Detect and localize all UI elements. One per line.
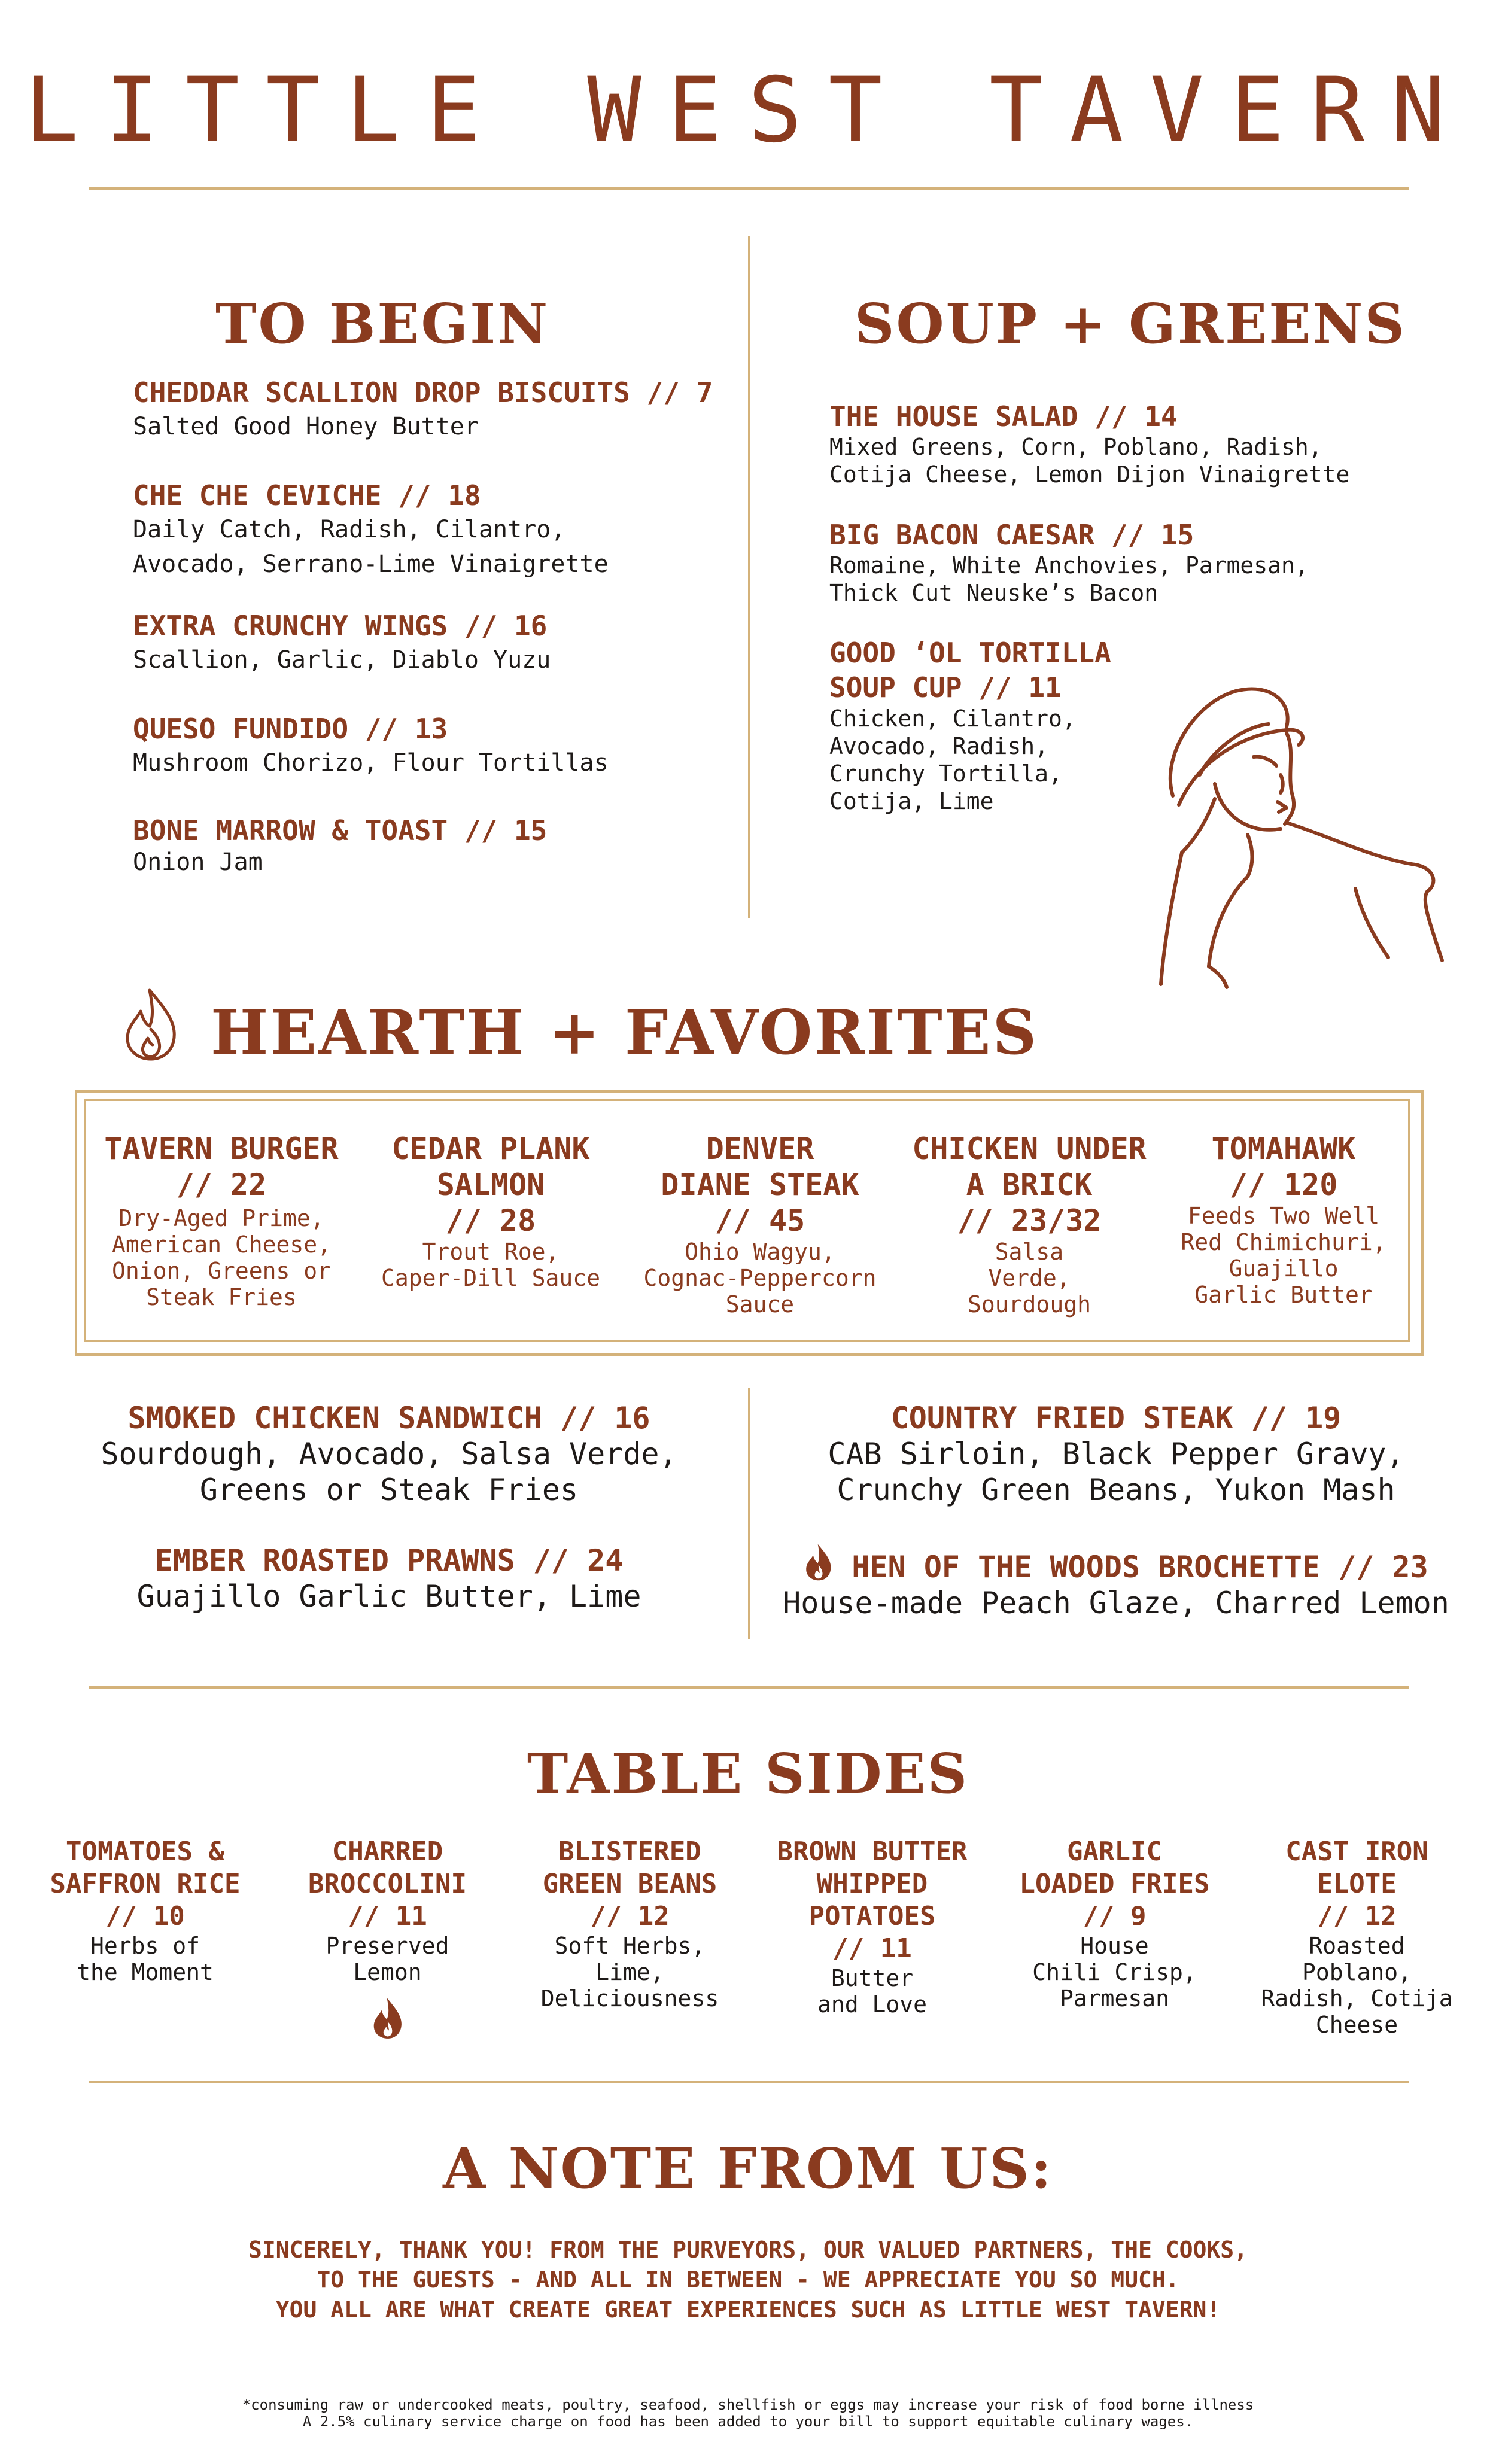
item-name: GREEN BEANS — [542, 1869, 717, 1899]
item-price: // 7 — [646, 376, 713, 409]
item-price: // 23 — [1338, 1550, 1428, 1584]
item-name: CHICKEN UNDER — [912, 1131, 1147, 1166]
item-name: HEN OF THE WOODS BROCHETTE — [852, 1550, 1321, 1584]
note-line: YOU ALL ARE WHAT CREATE GREAT EXPERIENCES SUCH AS LITTLE WEST TAVERN! — [275, 2296, 1221, 2323]
item-desc: Guajillo — [1229, 1255, 1339, 1282]
item-name: THE HOUSE SALAD — [829, 400, 1078, 433]
divider-before-sides — [89, 1686, 1409, 1689]
item-wings — [133, 609, 551, 677]
item-price: // 19 — [1251, 1401, 1342, 1435]
item-name: BONE MARROW & TOAST — [133, 814, 448, 847]
divider-vertical-top — [748, 236, 750, 918]
item-price: // 22 — [176, 1167, 267, 1202]
item-hen-of-woods — [772, 1543, 1460, 1621]
restaurant-title: LITTLE WEST TAVERN — [25, 59, 1471, 163]
footer-line: A 2.5% culinary service charge on food has been added to your bill to support equitable culinary wages. — [302, 2413, 1194, 2430]
side-tomatoes-rice — [24, 1836, 266, 1985]
item-price: // 120 — [1229, 1167, 1338, 1202]
item-desc: and Love — [817, 1991, 928, 2018]
item-desc: Ohio Wagyu, — [685, 1239, 835, 1265]
item-price: // 28 — [445, 1203, 536, 1238]
item-desc: Cotija, Lime — [829, 788, 994, 814]
item-price: // 12 — [1317, 1901, 1397, 1931]
item-price: // 24 — [533, 1543, 624, 1578]
item-desc: Romaine, White Anchovies, Parmesan, — [829, 552, 1309, 579]
heading-note: A NOTE FROM US: — [443, 2136, 1053, 2201]
item-bone-marrow — [133, 814, 547, 877]
item-price: // 14 — [1094, 400, 1178, 433]
item-name: DENVER — [706, 1131, 814, 1166]
item-desc: Chicken, Cilantro, — [829, 705, 1076, 732]
item-price: // 18 — [398, 479, 481, 512]
item-name: TOMAHAWK — [1211, 1131, 1356, 1166]
item-name: TAVERN BURGER — [104, 1131, 339, 1166]
item-name: EXTRA CRUNCHY WINGS — [133, 610, 448, 642]
divider-top — [89, 187, 1409, 190]
item-desc: Dry-Aged Prime, — [118, 1205, 324, 1231]
item-price: // 16 — [560, 1401, 650, 1435]
item-desc: Avocado, Serrano-Lime Vinaigrette — [133, 550, 609, 578]
heading-table-sides: TABLE SIDES — [527, 1741, 969, 1806]
featured-cedar-salmon — [356, 1131, 625, 1291]
note-line: SINCERELY, THANK YOU! FROM THE PURVEYORS, OUR VALUED PARTNERS, THE COOKS, — [248, 2237, 1248, 2263]
item-name: EMBER ROASTED PRAWNS — [154, 1543, 515, 1578]
item-price: // 16 — [464, 610, 548, 642]
item-name: SOUP CUP — [829, 671, 962, 704]
item-desc: Cognac-Peppercorn — [643, 1265, 877, 1291]
item-name: POTATOES — [808, 1901, 936, 1931]
featured-tavern-burger — [87, 1131, 356, 1310]
item-desc: Lemon — [353, 1959, 422, 1985]
item-ember-prawns — [60, 1543, 718, 1614]
item-name: TOMATOES & — [66, 1836, 224, 1867]
item-desc: Chili Crisp, — [1032, 1959, 1197, 1985]
item-desc: Scallion, Garlic, Diablo Yuzu — [133, 646, 551, 674]
item-name: BLISTERED — [558, 1836, 701, 1867]
flame-icon — [123, 987, 180, 1062]
flame-icon — [804, 1543, 834, 1582]
featured-denver-diane — [625, 1131, 895, 1318]
item-name: SAFFRON RICE — [50, 1869, 241, 1899]
item-queso — [133, 712, 609, 780]
item-house-salad — [829, 400, 1349, 488]
item-name: LOADED FRIES — [1019, 1869, 1210, 1899]
item-desc: Roasted — [1309, 1933, 1405, 1959]
item-tortilla-soup — [829, 635, 1111, 815]
item-smoked-chicken-sandwich — [60, 1400, 718, 1508]
item-price: // 13 — [364, 713, 448, 745]
item-price: // 11 — [978, 671, 1062, 704]
item-name: CHARRED — [332, 1836, 443, 1867]
item-name: SALMON — [436, 1167, 545, 1202]
side-loaded-fries — [993, 1836, 1236, 2012]
item-desc: House-made Peach Glaze, Charred Lemon — [783, 1586, 1449, 1620]
item-name: CHE CHE CEVICHE — [133, 479, 382, 512]
item-desc: Onion, Greens or — [111, 1258, 332, 1284]
item-desc: Crunchy Tortilla, — [829, 761, 1062, 787]
side-broccolini — [266, 1836, 509, 2043]
item-country-fried-steak — [772, 1400, 1460, 1508]
item-desc: Lime, — [595, 1959, 664, 1985]
item-desc: American Cheese, — [111, 1231, 332, 1258]
item-name: BROWN BUTTER — [777, 1836, 968, 1867]
item-desc: Herbs of — [90, 1933, 200, 1959]
footer-disclaimer — [0, 2396, 1496, 2430]
side-elote — [1236, 1836, 1478, 2038]
item-desc: Crunchy Green Beans, Yukon Mash — [837, 1473, 1395, 1507]
item-name: ELOTE — [1317, 1869, 1397, 1899]
side-whipped-potatoes — [751, 1836, 993, 2018]
divider-vertical-mid — [748, 1388, 750, 1639]
item-name: WHIPPED — [816, 1869, 928, 1899]
item-price: // 12 — [590, 1901, 670, 1931]
featured-chicken-brick — [895, 1131, 1164, 1318]
item-desc: Mixed Greens, Corn, Poblano, Radish, — [829, 434, 1322, 460]
item-price: // 23/32 — [957, 1203, 1102, 1238]
item-price: // 15 — [464, 814, 548, 847]
item-desc: Guajillo Garlic Butter, Lime — [136, 1579, 641, 1614]
item-name: BROCCOLINI — [308, 1869, 467, 1899]
item-desc: Garlic Butter — [1194, 1282, 1373, 1308]
featured-tomahawk — [1164, 1131, 1403, 1308]
item-desc: the Moment — [77, 1959, 214, 1985]
item-name: A BRICK — [966, 1167, 1093, 1202]
item-desc: Salsa — [995, 1239, 1064, 1265]
item-desc: Mushroom Chorizo, Flour Tortillas — [133, 749, 609, 777]
item-name: DIANE STEAK — [661, 1167, 859, 1202]
divider-before-note — [89, 2081, 1409, 2083]
item-name: GOOD ‘OL TORTILLA — [829, 637, 1111, 669]
footer-line: *consuming raw or undercooked meats, poultry, seafood, shellfish or eggs may increase your risk of food borne illness — [242, 2396, 1254, 2413]
item-desc: Thick Cut Neuske’s Bacon — [829, 580, 1159, 606]
item-desc: Greens or Steak Fries — [199, 1473, 579, 1507]
item-desc: Soft Herbs, — [554, 1933, 706, 1959]
side-green-beans — [509, 1836, 751, 2012]
item-desc: Trout Roe, — [422, 1239, 560, 1265]
note-body — [0, 2235, 1496, 2325]
item-price: // 11 — [348, 1901, 427, 1931]
item-desc: House — [1080, 1933, 1149, 1959]
item-desc: Caper-Dill Sauce — [381, 1265, 601, 1291]
item-ceviche — [133, 479, 609, 582]
item-price: // 9 — [1083, 1901, 1147, 1931]
item-name: GARLIC — [1067, 1836, 1162, 1867]
item-name: BIG BACON CAESAR — [829, 519, 1095, 551]
item-desc: Sauce — [725, 1291, 795, 1318]
item-desc: Poblano, — [1302, 1959, 1412, 1985]
item-desc: Feeds Two Well — [1187, 1203, 1380, 1229]
item-cheddar-biscuits — [133, 376, 713, 444]
item-name: COUNTRY FRIED STEAK — [890, 1401, 1233, 1435]
item-desc: Radish, Cotija — [1261, 1985, 1453, 2012]
flame-icon — [371, 1996, 405, 2040]
item-desc: Salted Good Honey Butter — [133, 413, 479, 440]
item-name: SMOKED CHICKEN SANDWICH — [127, 1401, 542, 1435]
item-desc: Sourdough — [968, 1291, 1091, 1318]
item-name: CEDAR PLANK — [391, 1131, 590, 1166]
item-bacon-caesar — [829, 518, 1309, 607]
item-name: CHEDDAR SCALLION DROP BISCUITS — [133, 376, 630, 409]
item-desc: Steak Fries — [146, 1284, 297, 1310]
item-desc: Butter — [831, 1965, 914, 1991]
item-desc: Preserved — [326, 1933, 449, 1959]
item-desc: Avocado, Radish, — [829, 733, 1049, 759]
item-name: QUESO FUNDIDO — [133, 713, 349, 745]
item-desc: Sourdough, Avocado, Salsa Verde, — [101, 1437, 677, 1471]
note-line: TO THE GUESTS - AND ALL IN BETWEEN - WE APPRECIATE YOU SO MUCH. — [317, 2267, 1179, 2293]
heading-hearth-favorites: HEARTH + FAVORITES — [211, 997, 1039, 1069]
item-price: // 45 — [714, 1203, 805, 1238]
woman-in-hat-illustration — [1158, 685, 1457, 996]
item-price: // 10 — [105, 1901, 185, 1931]
item-desc: Parmesan — [1059, 1985, 1170, 2012]
item-price: // 11 — [832, 1933, 912, 1964]
item-desc: CAB Sirloin, Black Pepper Gravy, — [828, 1437, 1404, 1471]
item-desc: Onion Jam — [133, 848, 263, 876]
item-desc: Daily Catch, Radish, Cilantro, — [133, 516, 565, 543]
item-desc: Deliciousness — [540, 1985, 719, 2012]
item-desc: Cotija Cheese, Lemon Dijon Vinaigrette — [829, 461, 1350, 488]
heading-to-begin: TO BEGIN — [215, 291, 550, 356]
item-name: CAST IRON — [1285, 1836, 1428, 1867]
item-desc: Verde, — [988, 1265, 1071, 1291]
item-price: // 15 — [1111, 519, 1194, 551]
item-desc: Cheese — [1315, 2012, 1398, 2038]
item-desc: Red Chimichuri, — [1181, 1229, 1386, 1255]
heading-soup-greens: SOUP + GREENS — [855, 291, 1406, 356]
